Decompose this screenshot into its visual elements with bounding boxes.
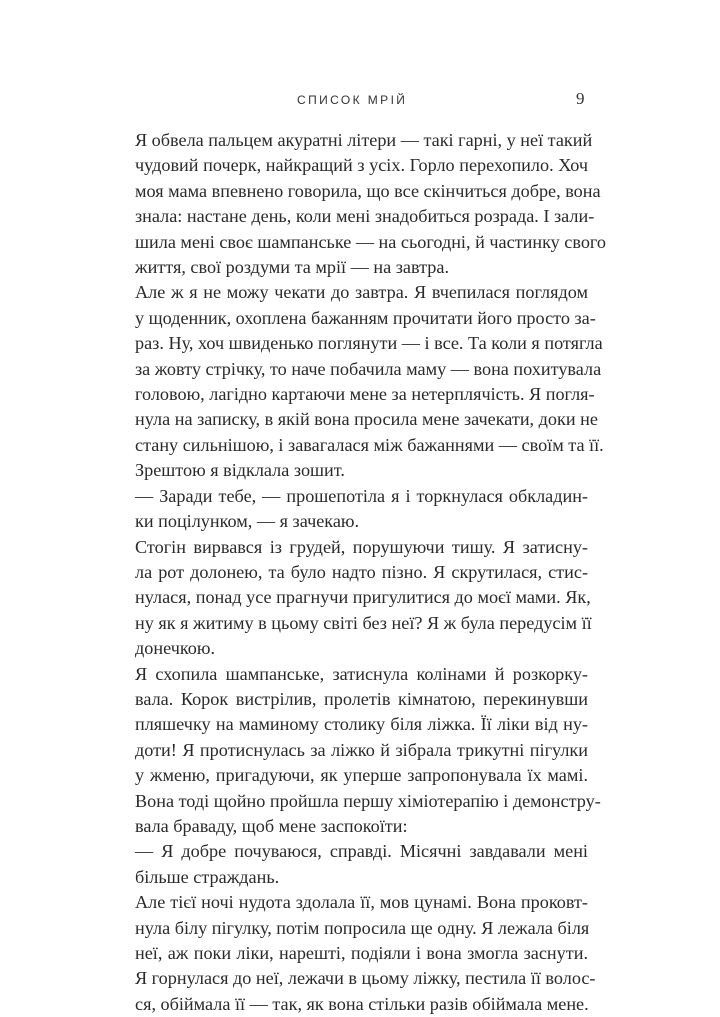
text-line: Я горнулася до неї, лежачи в цьому ліжку, пестила її волос-	[135, 968, 596, 989]
text-line: Але ж я не можу чекати до завтра. Я вчепилася поглядом	[135, 282, 588, 303]
text-line: вала браваду, щоб мене заспокоїти:	[135, 815, 408, 836]
text-line: пляшечку на маминому столику біля ліжка. Її ліки від ну-	[135, 714, 588, 735]
text-line: у жменю, пригадуючи, як уперше запропонувала їх мамі.	[135, 765, 588, 786]
text-line: нула на записку, в якій вона просила мене зачекати, доки не	[135, 409, 598, 430]
paragraph	[115, 890, 596, 1017]
text-line: стану сильнішою, і завагалася між бажаннями — своїм та її.	[135, 434, 604, 455]
text-line: за жовту стрічку, то наче побачила маму — вона похитувала	[135, 358, 602, 379]
paragraph	[115, 839, 588, 890]
paragraph	[115, 484, 588, 535]
paragraph	[115, 535, 592, 662]
text-line: життя, свої роздуми та мрії — на завтра.	[135, 257, 449, 278]
running-title: СПИСОК МРІЙ	[297, 93, 408, 107]
text-line: Я обвела пальцем акуратні літери — такі гарні, у неї такий	[135, 130, 593, 150]
text-line: головою, лагідно картаючи мене за нетерплячість. Я погля-	[135, 384, 595, 405]
text-line: у щоденник, охоплена бажанням прочитати його просто за-	[135, 307, 596, 328]
page-number: 9	[576, 89, 585, 108]
paragraph	[115, 662, 601, 840]
text-line: Вона тоді щойно пройшла першу хіміотерапію і демонстру-	[135, 790, 601, 811]
text-line: моя мама впевнено говорила, що все скінчиться добре, вона	[135, 180, 601, 201]
text-line: знала: настане день, коли мені знадобиться розрада. І зали-	[135, 206, 595, 227]
text-line: більше страждань.	[135, 866, 280, 887]
text-line: Але тієї ночі нудота здолала її, мов цунамі. Вона проковт-	[135, 892, 588, 913]
text-line: Зрештою я відклала зошит.	[135, 460, 345, 481]
text-line: — Я добре почуваюся, справді. Місячні завдавали мені	[135, 841, 588, 862]
text-line: ну як я житиму в цьому світі без неї? Я ж була передусім її	[135, 612, 592, 633]
body-text	[115, 128, 607, 1017]
paragraph	[115, 128, 607, 280]
text-line: нула білу пігулку, потім попросила ще одну. Я лежала біля	[135, 917, 590, 938]
text-line: ся, обіймала її — так, як вона стільки разів обіймала мене.	[135, 993, 589, 1014]
text-line: неї, аж поки ліки, нарешті, подіяли і вона змогла заснути.	[135, 943, 588, 963]
text-line: чудовий почерк, найкращий з усіх. Горло перехопило. Хоч	[135, 155, 588, 176]
text-line: ки поцілунком, — я зачекаю.	[135, 511, 360, 532]
text-line: — Заради тебе, — прошепотіла я і торкнулася обкладин-	[135, 485, 588, 506]
text-line: донечкою.	[135, 638, 215, 659]
text-line: Я схопила шампанське, затиснула колінами й розкорку-	[135, 663, 588, 684]
text-line: шила мені своє шампанське — на сьогодні, й частинку свого	[135, 231, 607, 252]
text-line: вала. Корок вистрілив, пролетів кімнатою, перекинувши	[135, 688, 588, 709]
text-line: Стогін вирвався із грудей, порушуючи тишу. Я затисну-	[135, 536, 588, 557]
text-line: раз. Ну, хоч швиденько поглянути — і все. Та коли я потягла	[135, 333, 603, 354]
text-line: ла рот долонею, та було надто пізно. Я скрутилася, стис-	[135, 561, 588, 582]
paragraph	[115, 280, 604, 483]
text-line: нулася, понад усе прагнучи пригулитися до моєї мами. Як,	[135, 587, 591, 608]
text-line: доти! Я протиснулась за ліжко й зібрала трикутні пігулки	[135, 739, 588, 760]
